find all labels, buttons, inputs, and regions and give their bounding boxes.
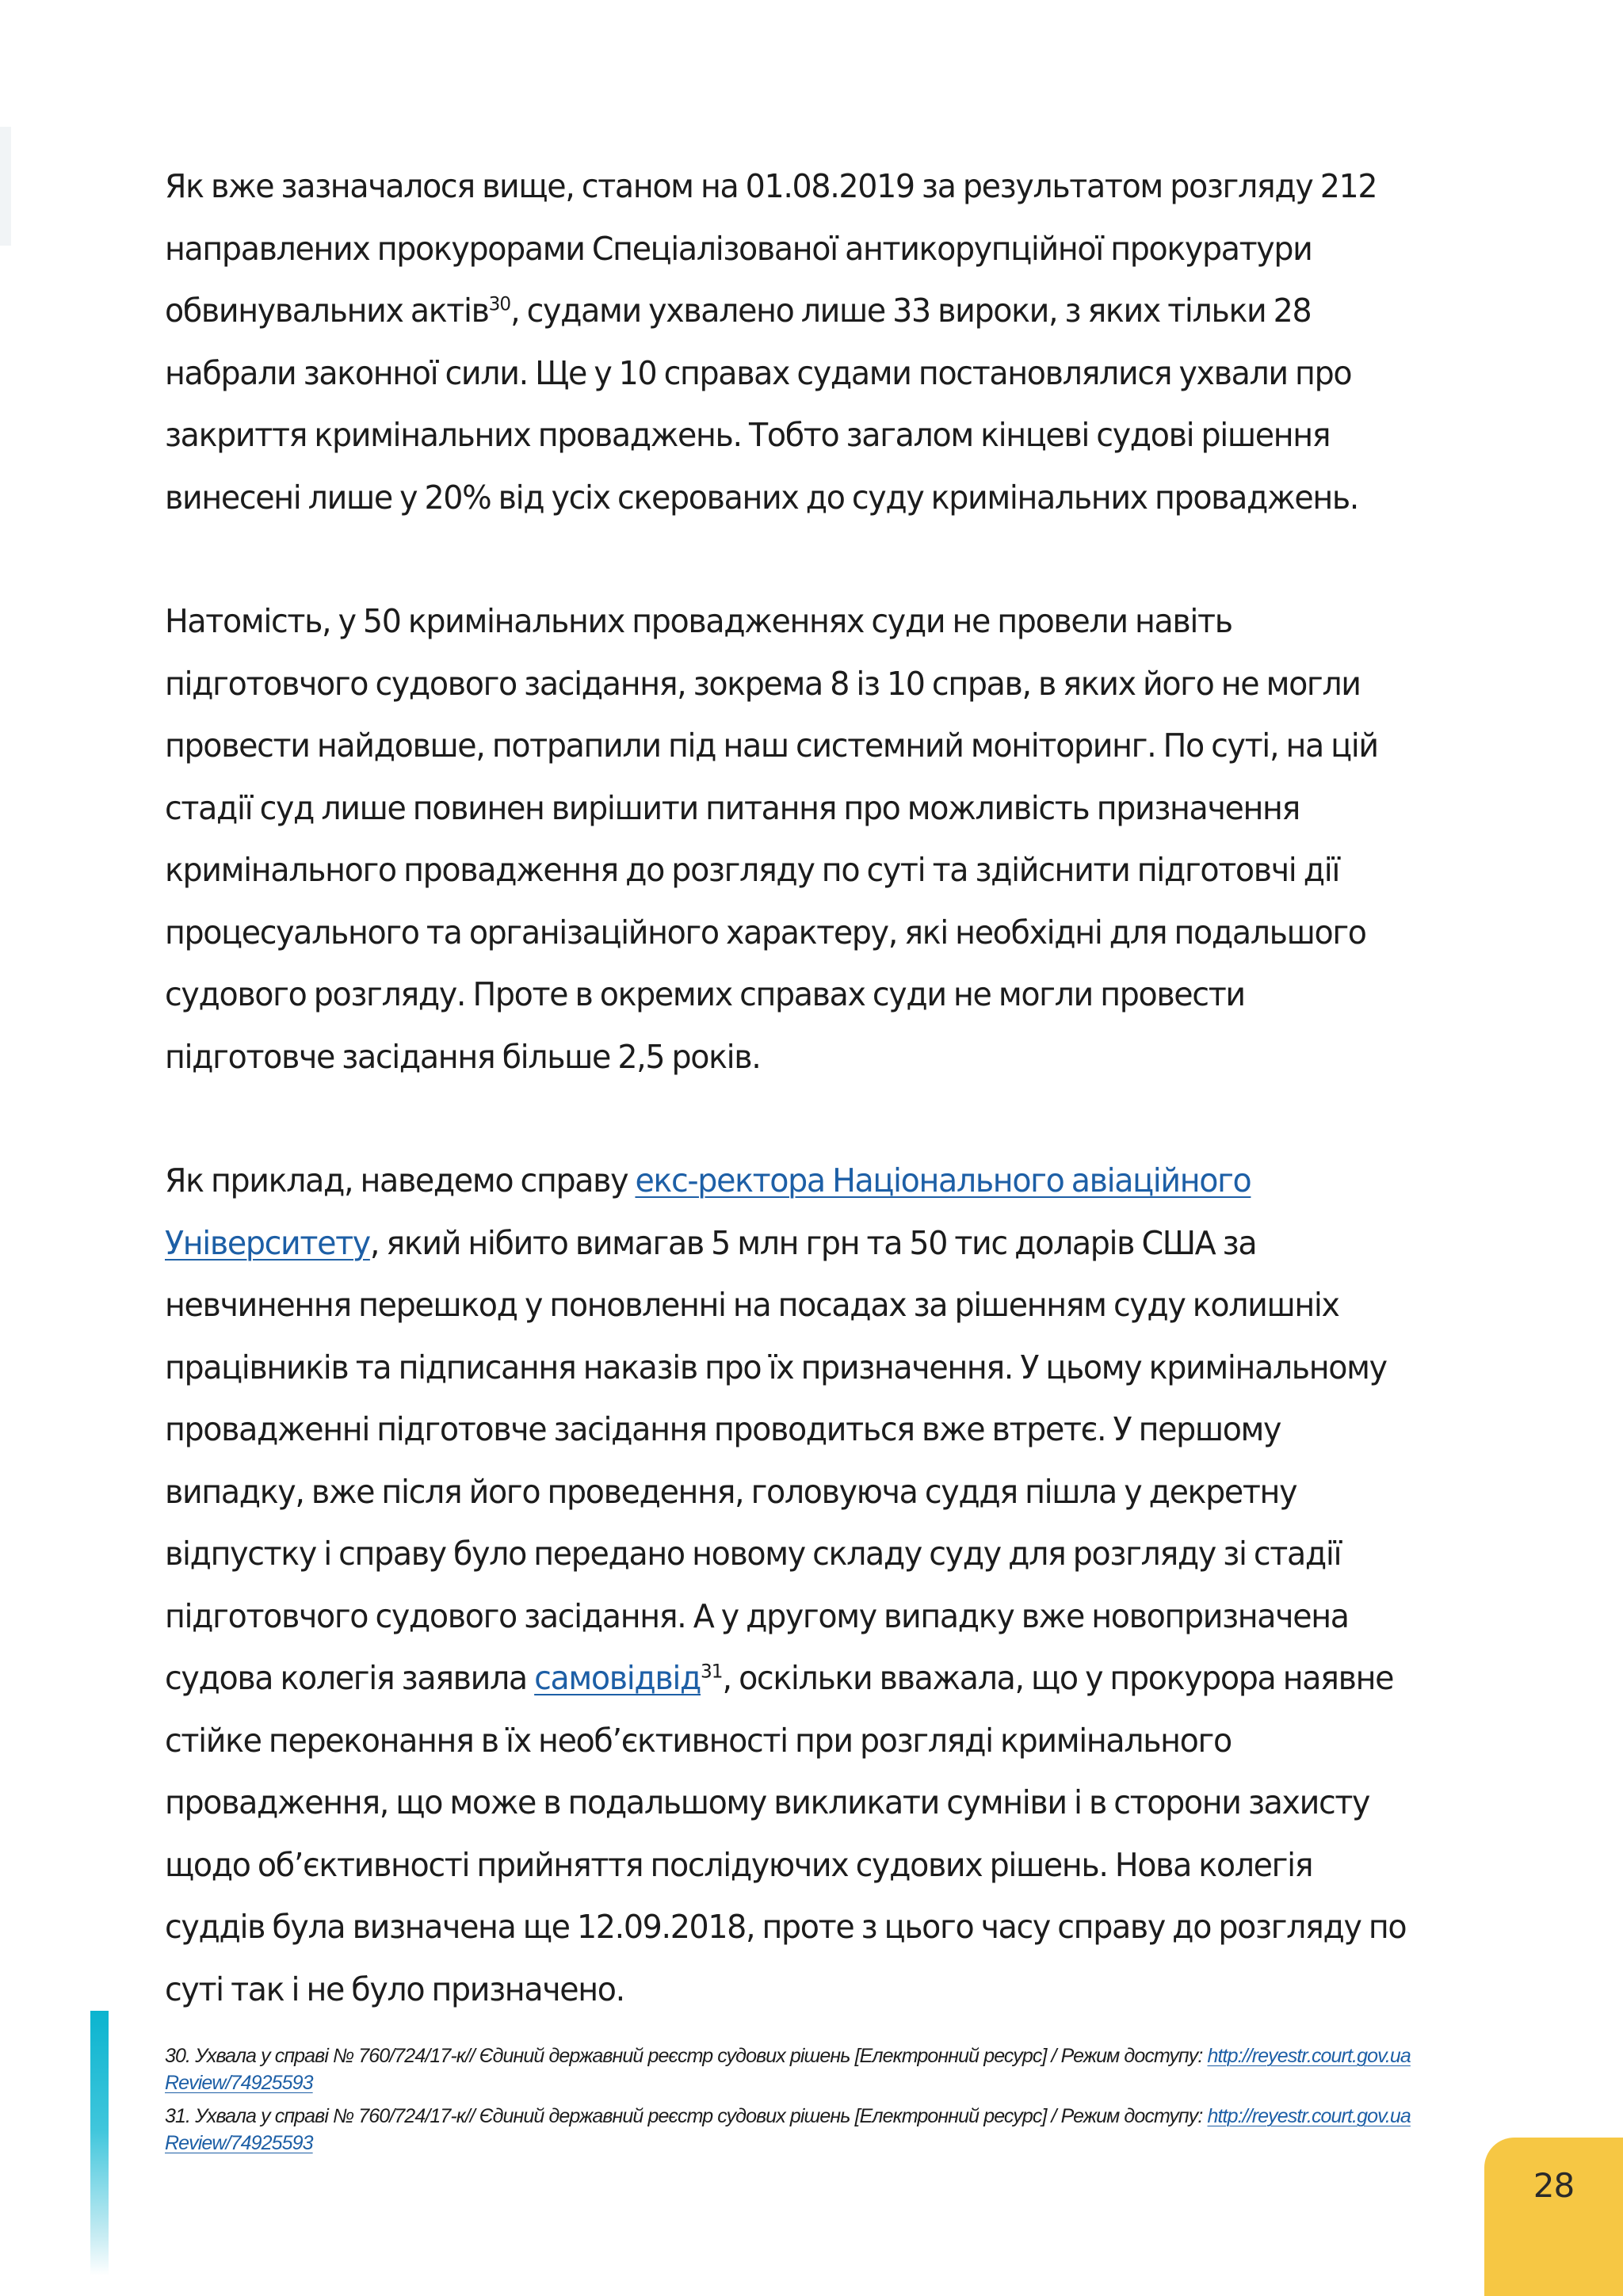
paragraph-2 [165, 590, 1419, 1088]
footnote-ref-31[interactable]: 31 [701, 1660, 723, 1683]
paragraph-1-text-a: Як вже зазначалося вище, станом на 01.08.2019 за результатом розгляду 212 направлених прокурорами Спеціалізованої антикорупційної прокуратури обвинувальних актів [165, 167, 1377, 330]
paragraph-3-text-c: , оскільки вважала, що у прокурора наявне стійке переконання в їх необ’єктивності при розгляді кримінального провадження, що може в подальшому викликати сумніви і в сторони захисту щодо об’єктивності прийняття послідуючих судових рішень. Нова колегія суддів була визначена ще 12.09.2018, проте з цього часу справу до розгляду по суті так і не було призначено. [165, 1659, 1407, 2008]
footnotes [165, 2042, 1465, 2163]
page-number: 28 [1533, 2166, 1575, 2205]
footnote-31-link[interactable]: http://reyestr.court.gov.ua Review/74925593 [165, 2105, 1411, 2154]
paragraph-3-text-b: , який нібито вимагав 5 млн грн та 50 тис доларів США за невчинення перешкод у поновленні на посадах за рішенням суду колишніх працівників та підписання наказів про їх призначення. У цьому кримінальному провадженні підготовче засідання проводиться вже втретє. У першому випадку, вже після його проведення, головуюча суддя пішла у декретну відпустку і справу було передано новому складу суду для розгляду зі стадії підготовчого судового засідання. А у другому випадку вже новопризначена судова колегія заявила [165, 1223, 1387, 1697]
ex-rector-case-link[interactable]: екс-ректора Національного авіаційного Університету [165, 1161, 1251, 1262]
paragraph-3-text-a: Як приклад, наведемо справу [165, 1161, 636, 1199]
paragraph-2-text: Натомість, у 50 кримінальних провадженнях суди не провели навіть підготовчого судового засідання, зокрема 8 із 10 справ, в яких його не могли провести найдовше, потрапили під наш системний моніторинг. По суті, на цій стадії суд лише повинен вирішити питання про можливість призначення кримінального провадження до розгляду по суті та здійснити підготовчі дії процесуального та організаційного характеру, які необхідні для подальшого судового розгляду. Проте в окремих справах суди не могли провести підготовче засідання більше 2,5 років. [165, 602, 1378, 1076]
paragraph-1-text-b: , судами ухвалено лише 33 вироки, з яких тільки 28 набрали законної сили. Ще у 10 справах судами постановлялися ухвали про закриття кримінальних проваджень. Тобто загалом кінцеві судові рішення винесені лише у 20% від усіх скерованих до суду кримінальних проваджень. [165, 292, 1359, 517]
footnote-ref-30[interactable]: 30 [488, 292, 511, 315]
footnote-30-text: 30. Ухвала у справі № 760/724/17-к// Єдиний державний реєстр судових рішень [Електронний ресурс] / Режим доступу: [165, 2045, 1208, 2067]
footnote-31-text: 31. Ухвала у справі № 760/724/17-к// Єдиний державний реєстр судових рішень [Електронний ресурс] / Режим доступу: [165, 2105, 1208, 2127]
side-shade [0, 127, 11, 246]
self-recusal-link[interactable]: самовідвід [534, 1659, 701, 1697]
footnote-30 [165, 2042, 1465, 2096]
body-text [165, 155, 1419, 2020]
footnote-31 [165, 2103, 1465, 2157]
footnote-accent-bar [90, 2011, 109, 2275]
footnote-30-link[interactable]: http://reyestr.court.gov.ua Review/74925593 [165, 2045, 1411, 2094]
paragraph-3 [165, 1150, 1419, 2020]
paragraph-1 [165, 155, 1419, 528]
